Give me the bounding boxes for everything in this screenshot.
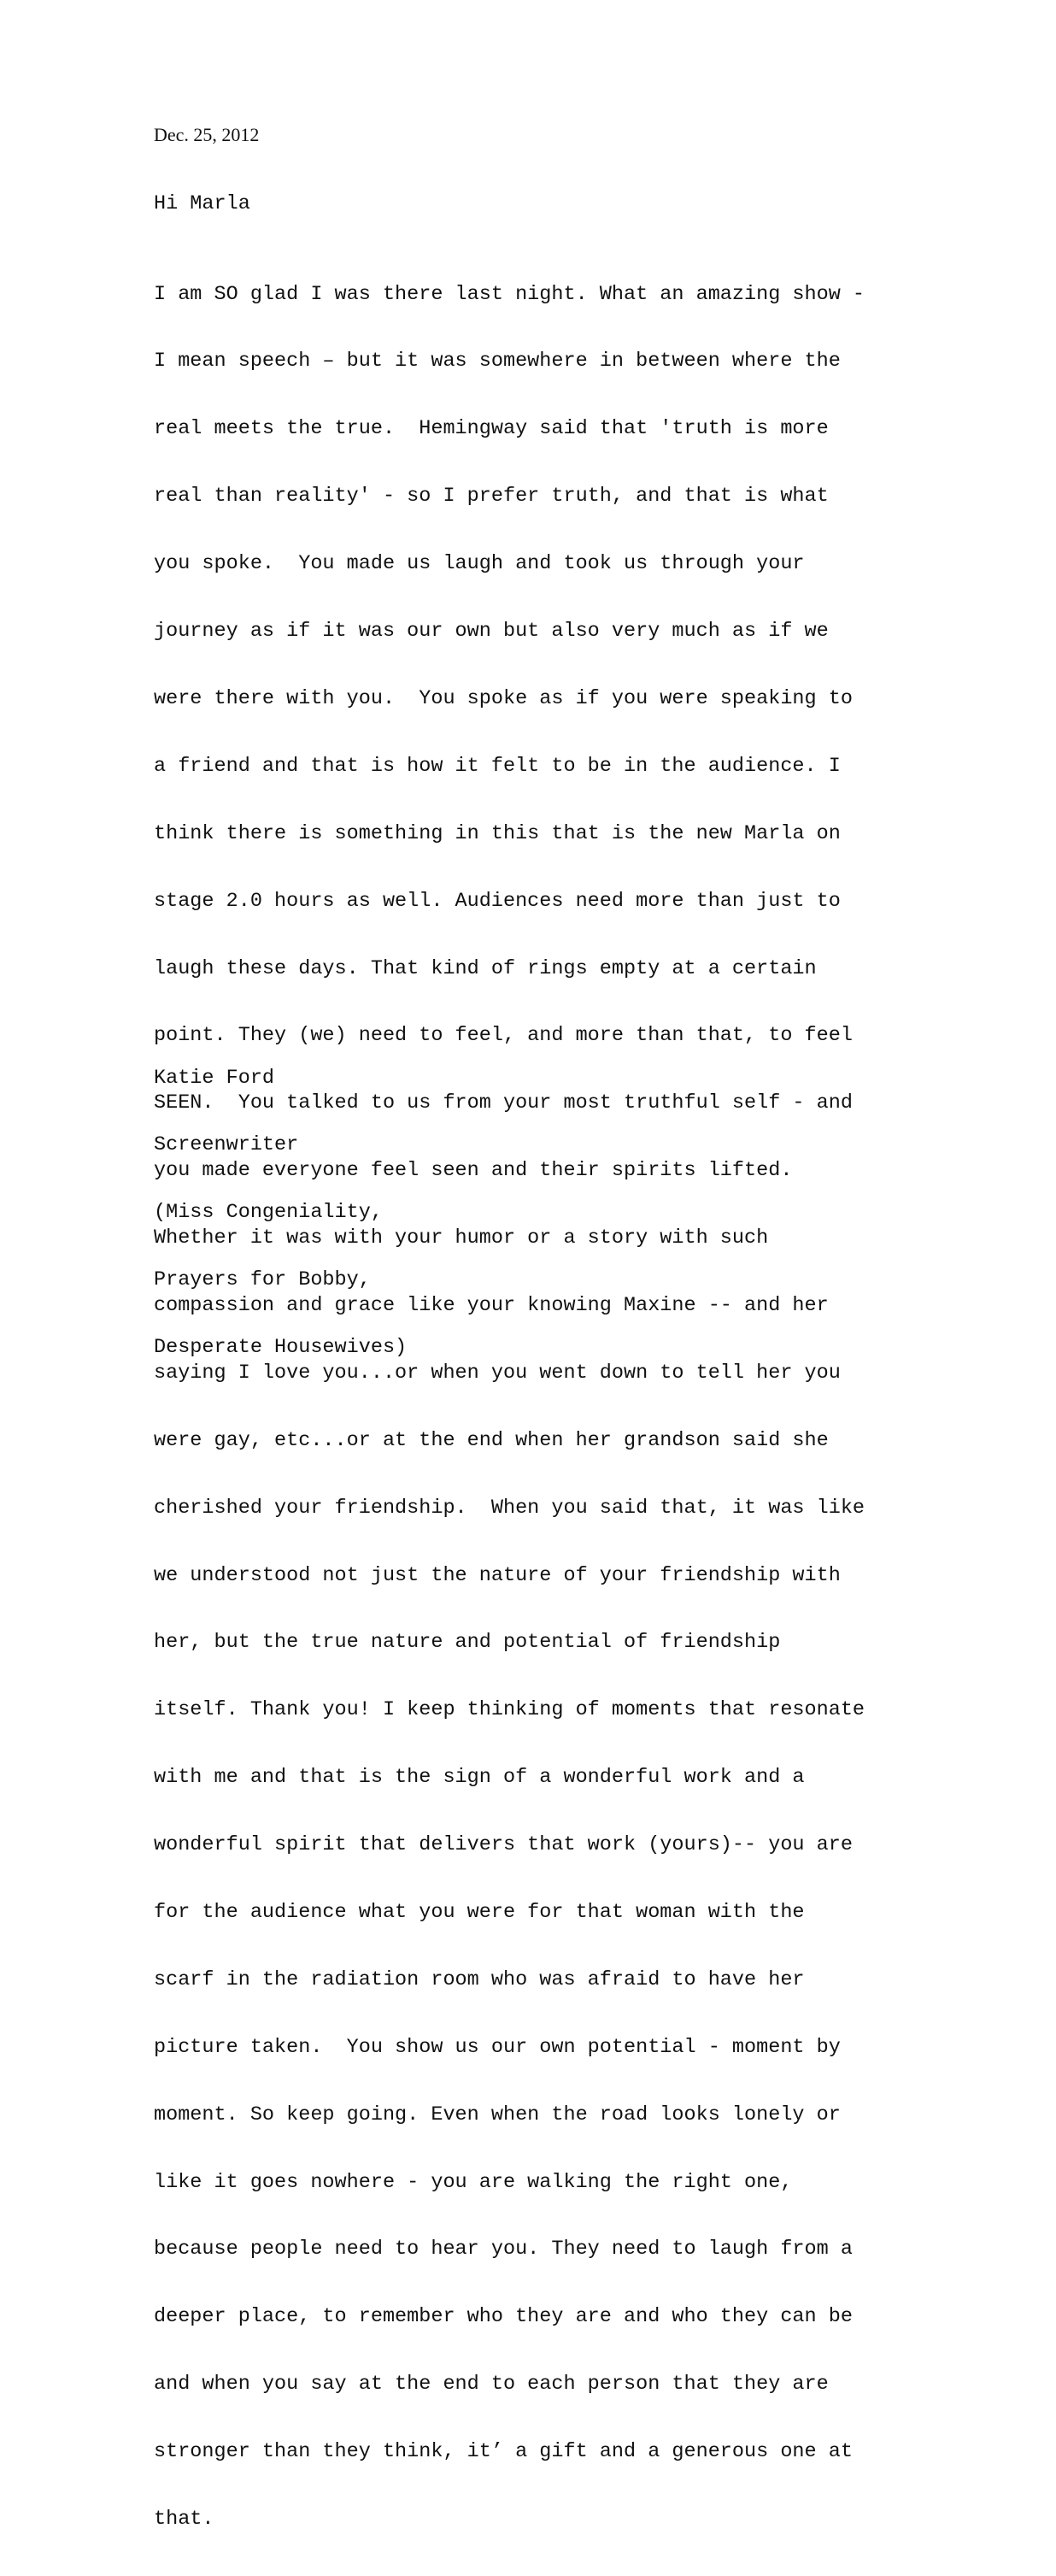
signature-credit: Prayers for Bobby, — [154, 1268, 371, 1292]
body-line: because people need to hear you. They need to laugh from a — [154, 2238, 853, 2261]
signature-title: Screenwriter — [154, 1133, 299, 1157]
body-line: scarf in the radiation room who was afraid to have her — [154, 1967, 805, 1991]
body-line: think there is something in this that is the new Marla on — [154, 821, 841, 845]
signature-credit: Desperate Housewives) — [154, 1336, 408, 1360]
body-line: you spoke. You made us laugh and took us through your — [154, 552, 805, 576]
body-line: saying I love you...or when you went down to tell her you — [154, 1361, 841, 1385]
body-line: laugh these days. That kind of rings empty at a certain — [154, 956, 817, 980]
body-line: real than reality' - so I prefer truth, and that is what — [154, 485, 829, 509]
signature-name: Katie Ford — [154, 1066, 275, 1090]
body-line: a friend and that is how it felt to be in the audience. I — [154, 754, 841, 778]
body-line: deeper place, to remember who they are and who they can be — [154, 2305, 853, 2329]
body-line: compassion and grace like your knowing Maxine -- and her — [154, 1293, 829, 1317]
body-line: picture taken. You show us our own potential - moment by — [154, 2035, 841, 2059]
body-line: were gay, etc...or at the end when her grandson said she — [154, 1428, 829, 1452]
body-line: I mean speech – but it was somewhere in between where the — [154, 350, 841, 373]
body-line: like it goes nowhere - you are walking the right one, — [154, 2170, 793, 2194]
body-line: with me and that is the sign of a wonderful work and a — [154, 1766, 805, 1790]
body-line: SEEN. You talked to us from your most truthful self - and — [154, 1091, 853, 1115]
letter-body — [154, 238, 865, 2576]
body-line: for the audience what you were for that woman with the — [154, 1900, 805, 1924]
letter-date: Dec. 25, 2012 — [154, 124, 260, 145]
body-line: we understood not just the nature of your friendship with — [154, 1563, 841, 1587]
body-line: I am SO glad I was there last night. What an amazing show - — [154, 282, 865, 306]
body-line: cherished your friendship. When you said that, it was like — [154, 1496, 865, 1520]
signature-credit: (Miss Congeniality, — [154, 1201, 383, 1225]
letter-signature — [154, 1022, 407, 1404]
body-line: you made everyone feel seen and their spirits lifted. — [154, 1159, 793, 1183]
letter-greeting: Hi Marla — [154, 192, 250, 215]
body-line: point. They (we) need to feel, and more than that, to feel — [154, 1024, 853, 1048]
body-line: wonderful spirit that delivers that work (yours)-- you are — [154, 1833, 853, 1857]
body-line: her, but the true nature and potential of friendship — [154, 1631, 781, 1655]
body-line: were there with you. You spoke as if you were speaking to — [154, 686, 853, 710]
body-line: itself. Thank you! I keep thinking of moments that resonate — [154, 1698, 865, 1722]
body-line: stage 2.0 hours as well. Audiences need more than just to — [154, 889, 841, 913]
body-line: real meets the true. Hemingway said that 'truth is more — [154, 417, 829, 441]
body-line: journey as if it was our own but also very much as if we — [154, 620, 829, 644]
body-line: stronger than they think, it’ a gift and a generous one at — [154, 2440, 853, 2464]
body-line: Whether it was with your humor or a story with such — [154, 1226, 769, 1250]
body-line: that. — [154, 2507, 214, 2531]
body-line: moment. So keep going. Even when the road looks lonely or — [154, 2103, 841, 2126]
body-line: and when you say at the end to each person that they are — [154, 2373, 829, 2397]
